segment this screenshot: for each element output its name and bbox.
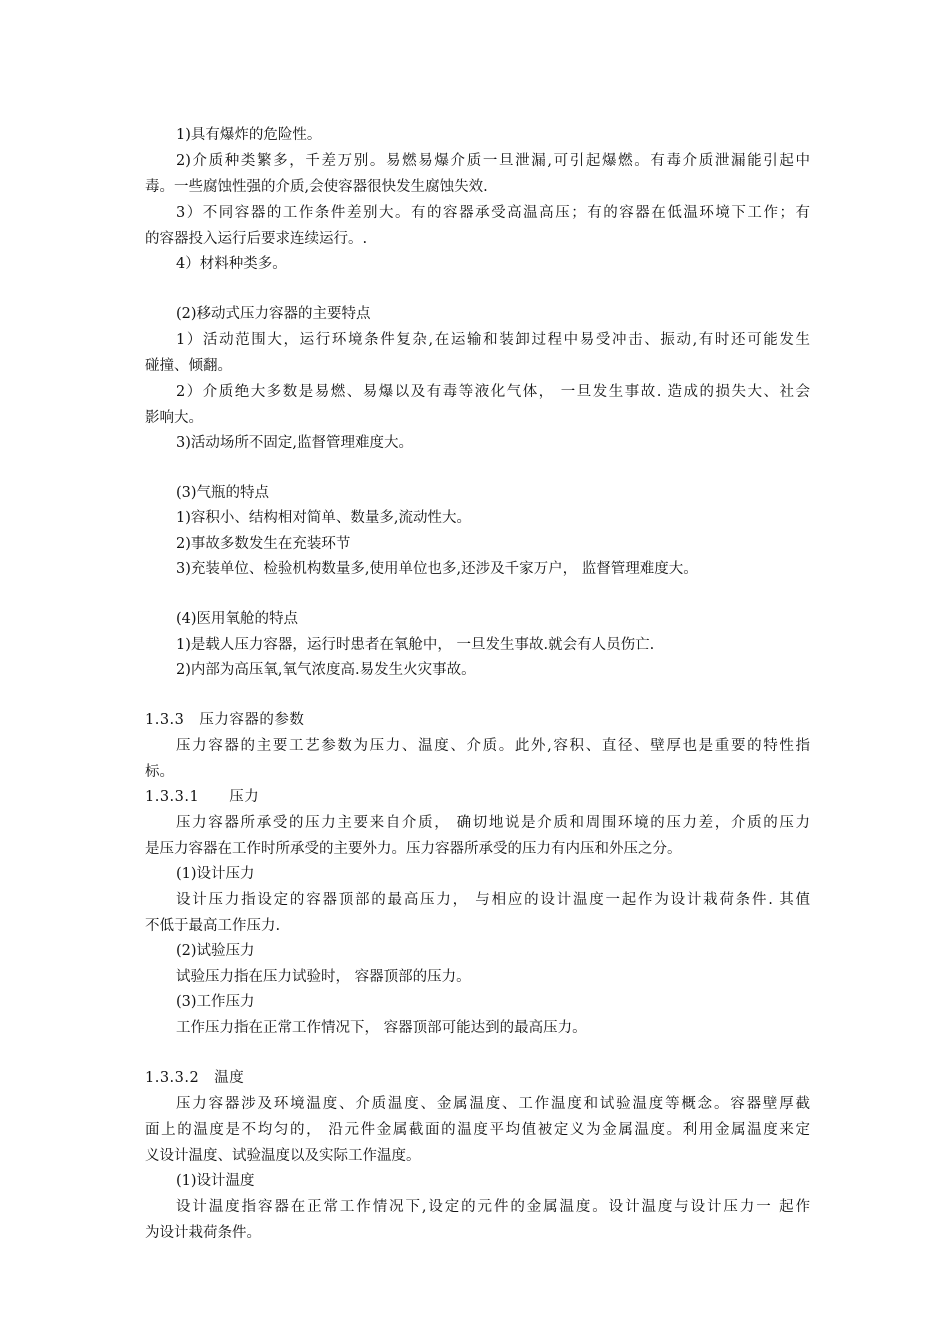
paragraph-line: 面上的温度是不均匀的， 沿元件金属截面的温度平均值被定义为金属温度。利用金属温度来定: [145, 1122, 810, 1138]
paragraph-line: 义设计温度、试验温度以及实际工作温度。: [145, 1148, 421, 1164]
paragraph-line: 不低于最高工作压力.: [145, 918, 281, 934]
paragraph-line: 标。: [145, 764, 174, 780]
paragraph-line: 1)容积小、结构相对简单、数量多,流动性大。: [176, 510, 471, 526]
paragraph-line: 影响大。: [145, 410, 203, 426]
paragraph-line: 设计压力指设定的容器顶部的最高压力， 与相应的设计温度一起作为设计栽荷条件. 其值: [176, 892, 810, 908]
item-heading: (1)设计温度: [176, 1173, 255, 1189]
paragraph-line: 3)充装单位、检验机构数量多,使用单位也多,还涉及千家万户， 监督管理难度大。: [176, 561, 698, 577]
paragraph-line: 工作压力指在正常工作情况下， 容器顶部可能达到的最高压力。: [176, 1020, 587, 1036]
paragraph-line: 3）不同容器的工作条件差别大。有的容器承受高温高压；有的容器在低温环境下工作；有: [176, 205, 810, 221]
item-heading: (1)设计压力: [176, 866, 255, 882]
subsection-heading: 1.3.3.2 温度: [145, 1070, 245, 1086]
paragraph-line: 2)内部为高压氧,氧气浓度高.易发生火灾事故。: [176, 662, 476, 678]
paragraph-line: 4）材料种类多。: [176, 256, 287, 272]
paragraph-line: 2)介质种类繁多，千差万别。易燃易爆介质一旦泄漏,可引起爆燃。有毒介质泄漏能引起中: [176, 153, 810, 169]
item-heading: (2)试验压力: [176, 943, 255, 959]
section-heading: (3)气瓶的特点: [176, 485, 270, 501]
paragraph-line: 试验压力指在压力试验时， 容器顶部的压力。: [176, 969, 471, 985]
paragraph-line: 是压力容器在工作时所承受的主要外力。压力容器所承受的压力有内压和外压之分。: [145, 841, 682, 857]
paragraph-line: 碰撞、倾翻。: [145, 358, 232, 374]
paragraph-line: 压力容器涉及环境温度、介质温度、金属温度、工作温度和试验温度等概念。容器壁厚截: [176, 1096, 810, 1112]
paragraph-line: 1)具有爆炸的危险性。: [176, 127, 322, 143]
subsection-heading: 1.3.3.1 压力: [145, 789, 260, 805]
paragraph-line: 3)活动场所不固定,监督管理难度大。: [176, 435, 413, 451]
section-heading: (4)医用氧舱的特点: [176, 611, 299, 627]
paragraph-line: 压力容器的主要工艺参数为压力、温度、介质。此外,容积、直径、壁厚也是重要的特性指: [176, 738, 810, 754]
paragraph-line: 1)是载人压力容器，运行时患者在氧舱中， 一旦发生事故.就会有人员伤亡.: [176, 637, 655, 653]
subsection-heading: 1.3.3 压力容器的参数: [145, 712, 305, 728]
paragraph-line: 设计温度指容器在正常工作情况下,设定的元件的金属温度。设计温度与设计压力一 起作: [176, 1199, 810, 1215]
paragraph-line: 为设计栽荷条件。: [145, 1225, 261, 1241]
item-heading: (3)工作压力: [176, 994, 255, 1010]
paragraph-line: 2）介质绝大多数是易燃、易爆以及有毒等液化气体， 一旦发生事故. 造成的损失大、社会: [176, 384, 810, 400]
section-heading: (2)移动式压力容器的主要特点: [176, 306, 371, 322]
paragraph-line: 2)事故多数发生在充装环节: [176, 536, 351, 552]
paragraph-line: 毒。一些腐蚀性强的介质,会使容器很快发生腐蚀失效.: [145, 179, 488, 195]
paragraph-line: 1）活动范围大，运行环境条件复杂,在运输和装卸过程中易受冲击、振动,有时还可能发生: [176, 332, 810, 348]
paragraph-line: 压力容器所承受的压力主要来自介质， 确切地说是介质和周围环境的压力差，介质的压力: [176, 815, 810, 831]
paragraph-line: 的容器投入运行后要求连续运行。.: [145, 231, 368, 247]
